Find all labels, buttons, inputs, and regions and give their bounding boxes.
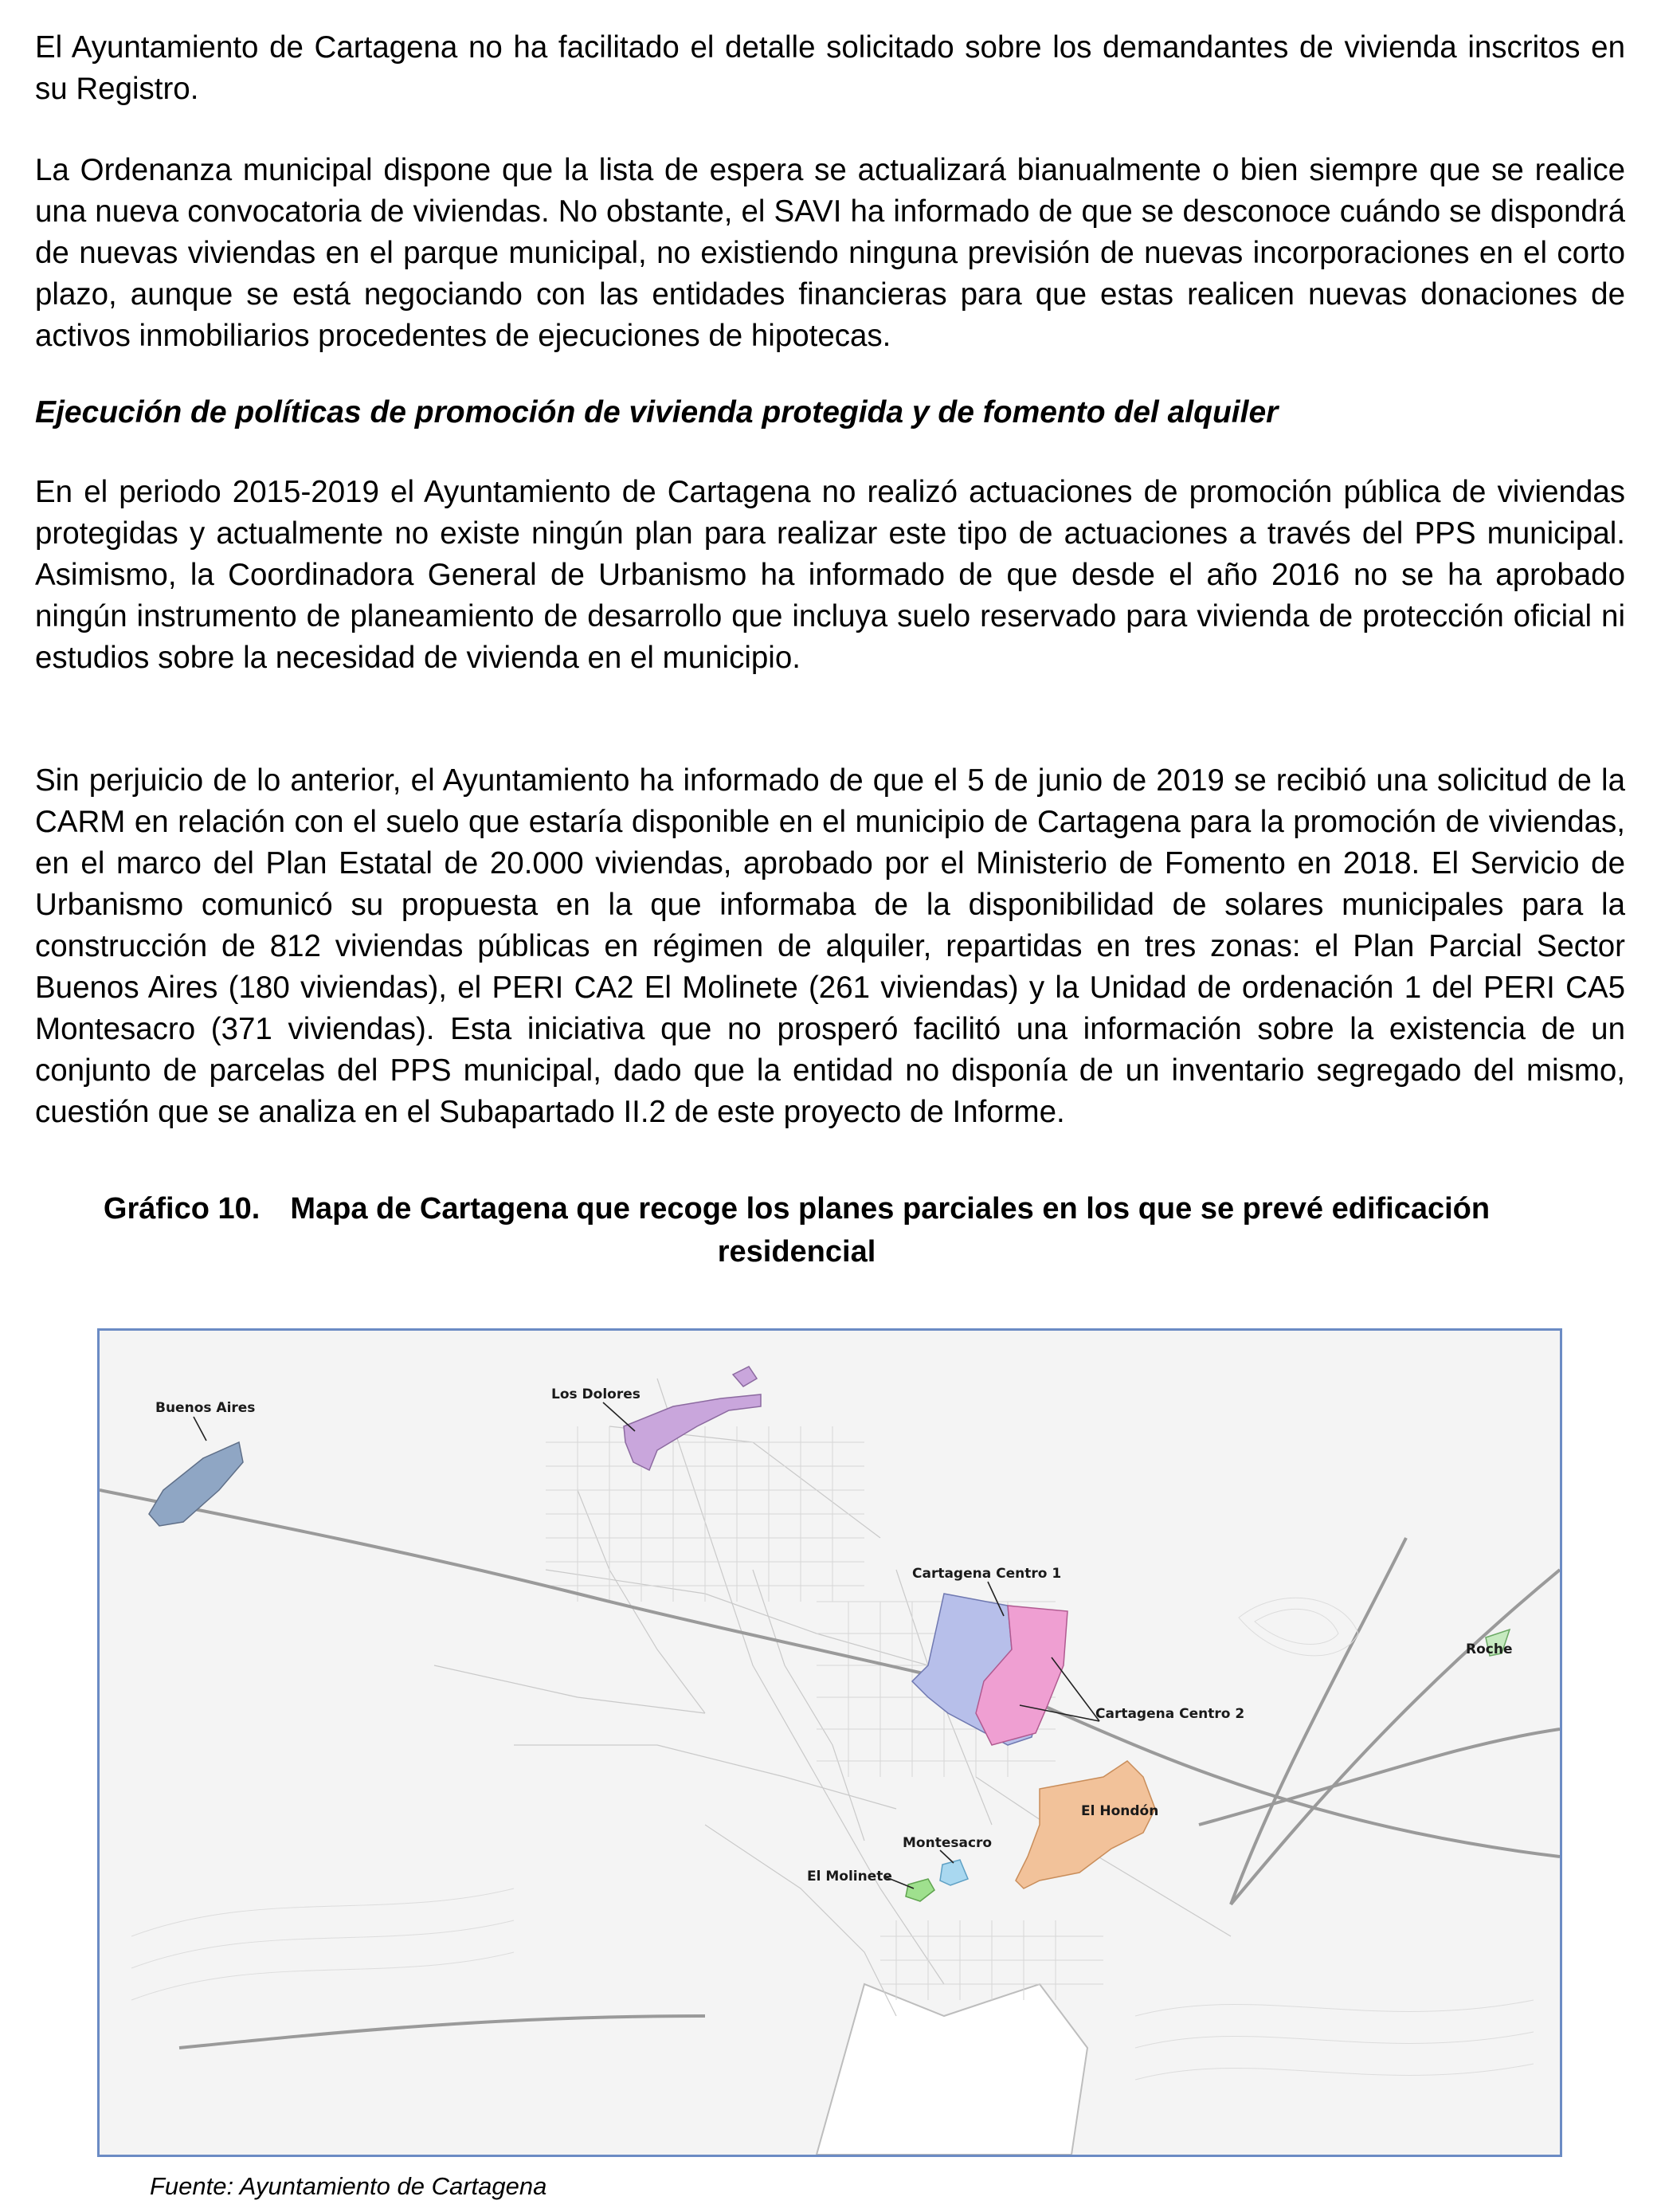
figure-caption <box>48 1187 1545 1273</box>
label-roche: Roche <box>1466 1641 1513 1657</box>
figure-title: Mapa de Cartagena que recoge los planes parciales en los que se prevé edificación residencial <box>290 1192 1491 1269</box>
label-el-molinete: El Molinete <box>807 1869 892 1885</box>
label-montesacro: Montesacro <box>903 1835 993 1851</box>
paragraph-waiting-list: La Ordenanza municipal dispone que la lista de espera se actualizará bianualmente o bien siempre que se realice una nueva convocatoria de viviendas. No obstante, el SAVI ha informado de que se desconoce cuándo se dispondrá de nuevas viviendas en el parque municipal, no existiendo ninguna previsión de nuevas incorporaciones en el corto plazo, aunque se está negociando con las entidades financieras para que estas realicen nuevas donaciones de activos inmobiliarios procedentes de ejecuciones de hipotecas. <box>35 153 1625 353</box>
label-cartagena-centro-2: Cartagena Centro 2 <box>1095 1706 1245 1722</box>
figure-source: Fuente: Ayuntamiento de Cartagena <box>150 2172 547 2200</box>
label-los-dolores: Los Dolores <box>551 1386 641 1402</box>
figure-number: Gráfico 10. <box>103 1192 261 1226</box>
cartagena-map <box>97 1328 1562 2157</box>
map-svg <box>100 1331 1560 2155</box>
label-el-hondon: El Hondón <box>1081 1803 1159 1819</box>
paragraph-carm-request: Sin perjuicio de lo anterior, el Ayuntamiento ha informado de que el 5 de junio de 2019 se recibió una solicitud de la CARM en relación con el suelo que estaría disponible en el municipio de Cartagena para la promoción de viviendas, en el marco del Plan Estatal de 20.000 viviendas, aprobado por el Ministerio de Fomento en 2018. El Servicio de Urbanismo comunicó su propuesta en la que informaba de la disponibilidad de solares municipales para la construcción de 812 viviendas públicas en régimen de alquiler, repartidas en tres zonas: el Plan Parcial Sector Buenos Aires (180 viviendas), el PERI CA2 El Molinete (261 viviendas) y la Unidad de ordenación 1 del PERI CA5 Montesacro (371 viviendas). Esta iniciativa que no prosperó facilitó una información sobre la existencia de un conjunto de parcelas del PPS municipal, dado que la entidad no disponía de un inventario segregado del mismo, cuestión que se analiza en el Subapartado II.2 de este proyecto de Informe. <box>35 763 1625 1129</box>
label-buenos-aires: Buenos Aires <box>155 1400 256 1416</box>
label-cartagena-centro-1: Cartagena Centro 1 <box>912 1566 1062 1582</box>
paragraph-registry: El Ayuntamiento de Cartagena no ha facilitado el detalle solicitado sobre los demandantes de vivienda inscritos en su Registro. <box>35 30 1625 106</box>
map-background <box>100 1331 1560 2155</box>
section-heading: Ejecución de políticas de promoción de vivienda protegida y de fomento del alquiler <box>35 395 1279 429</box>
paragraph-promotion: En el periodo 2015-2019 el Ayuntamiento de Cartagena no realizó actuaciones de promoción pública de viviendas protegidas y actualmente no existe ningún plan para realizar este tipo de actuaciones a través del PPS municipal. Asimismo, la Coordinadora General de Urbanismo ha informado de que desde el año 2016 no se ha aprobado ningún instrumento de planeamiento de desarrollo que incluya suelo reservado para vivienda de protección oficial ni estudios sobre la necesidad de vivienda en el municipio. <box>35 475 1625 675</box>
